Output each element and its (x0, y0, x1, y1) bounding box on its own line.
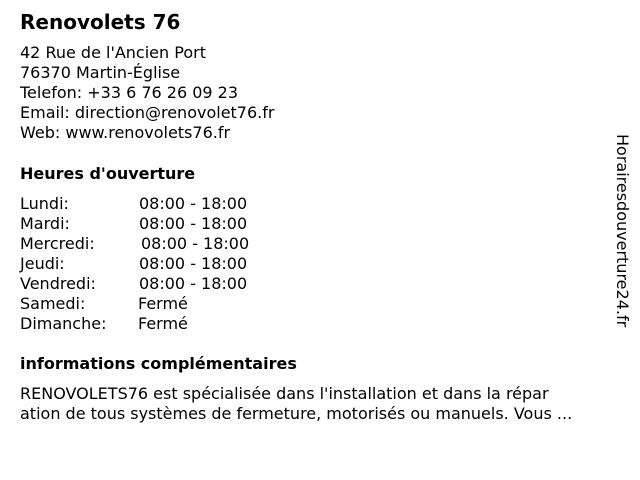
day-label: Mardi: (20, 214, 70, 233)
day-label: Vendredi: (20, 274, 96, 293)
day-hours: 08:00 - 18:00 (139, 254, 248, 273)
hours-row-wednesday (20, 234, 320, 254)
business-name: Renovolets 76 (20, 10, 181, 34)
day-hours: Fermé (138, 294, 188, 313)
day-label: Mercredi: (20, 234, 95, 253)
day-hours: Fermé (138, 314, 188, 333)
opening-hours-heading: Heures d'ouverture (20, 164, 196, 183)
address-street: 42 Rue de l'Ancien Port (20, 43, 206, 62)
contact-block (20, 43, 274, 143)
hours-row-monday (20, 194, 320, 214)
day-label: Samedi: (20, 294, 86, 313)
hours-row-friday (20, 274, 320, 294)
day-label: Lundi: (20, 194, 69, 213)
day-label: Jeudi: (20, 254, 65, 273)
day-hours: 08:00 - 18:00 (141, 234, 250, 253)
hours-row-sunday (20, 314, 320, 334)
description-line: ation de tous systèmes de fermeture, motorisés ou manuels. Vous ... (20, 404, 573, 423)
website: Web: www.renovolets76.fr (20, 123, 231, 142)
hours-row-tuesday (20, 214, 320, 234)
day-hours: 08:00 - 18:00 (139, 214, 248, 233)
day-hours: 08:00 - 18:00 (139, 194, 248, 213)
site-watermark: Horairesdouverture24.fr (613, 134, 632, 328)
phone-number: Telefon: +33 6 76 26 09 23 (20, 83, 239, 102)
hours-row-thursday (20, 254, 320, 274)
description-line: RENOVOLETS76 est spécialisée dans l'installation et dans la répar (20, 384, 549, 403)
email-address: Email: direction@renovolet76.fr (20, 103, 275, 122)
business-description (20, 384, 630, 424)
opening-hours-table (20, 194, 320, 334)
day-label: Dimanche: (20, 314, 107, 333)
additional-info-heading: informations complémentaires (20, 354, 297, 373)
address-city: 76370 Martin-Église (20, 63, 181, 82)
day-hours: 08:00 - 18:00 (139, 274, 248, 293)
hours-row-saturday (20, 294, 320, 314)
